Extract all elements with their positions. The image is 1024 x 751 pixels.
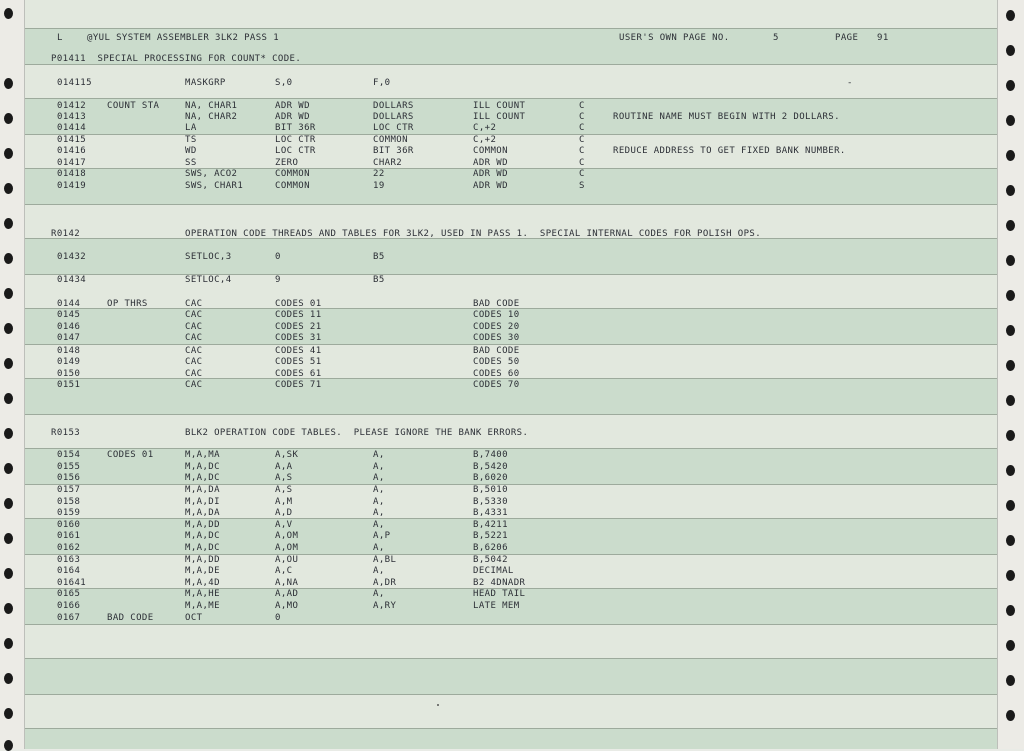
listing-line: 0146 CAC CODES 21 CODES 20 bbox=[57, 322, 520, 332]
section-title: R0142 OPERATION CODE THREADS AND TABLES FOR 3LK2, USED IN PASS 1. SPECIAL INTERNAL CODES FOR POLISH OPS. bbox=[51, 229, 762, 239]
listing-line: 0158 M,A,DI A,M A, B,5330 bbox=[57, 497, 508, 507]
sprocket-hole bbox=[1006, 115, 1015, 126]
listing-line: 0166 M,A,ME A,MO A,RY LATE MEM bbox=[57, 601, 520, 611]
sprocket-hole bbox=[4, 708, 13, 719]
listing-line: 0157 M,A,DA A,S A, B,5010 bbox=[57, 485, 508, 495]
listing-line: 0156 M,A,DC A,S A, B,6020 bbox=[57, 473, 508, 483]
listing-line: 01412 COUNT STA NA, CHAR1 ADR WD DOLLARS ILL COUNT C bbox=[57, 101, 585, 111]
sprocket-hole bbox=[1006, 80, 1015, 91]
sprocket-hole bbox=[1006, 430, 1015, 441]
listing-line: 0154 CODES 01 M,A,MA A,SK A, B,7400 bbox=[57, 450, 508, 460]
ink-speck bbox=[437, 704, 439, 706]
listing-line: 0147 CAC CODES 31 CODES 30 bbox=[57, 333, 520, 343]
listing-line: 01417 SS ZERO CHAR2 ADR WD C bbox=[57, 158, 585, 168]
sprocket-hole bbox=[4, 673, 13, 684]
tractor-feed-right bbox=[997, 0, 1024, 749]
listing-line: 0163 M,A,DD A,OU A,BL B,5042 bbox=[57, 555, 508, 565]
sprocket-hole bbox=[4, 218, 13, 229]
listing-line: 01419 SWS, CHAR1 COMMON 19 ADR WD S bbox=[57, 181, 585, 191]
listing-line: 01415 TS LOC CTR COMMON C,+2 C bbox=[57, 135, 585, 145]
section-title: R0153 BLK2 OPERATION CODE TABLES. PLEASE IGNORE THE BANK ERRORS. bbox=[51, 428, 529, 438]
sprocket-hole bbox=[1006, 395, 1015, 406]
remark: ROUTINE NAME MUST BEGIN WITH 2 DOLLARS. bbox=[613, 112, 840, 122]
sprocket-hole bbox=[1006, 500, 1015, 511]
sprocket-hole bbox=[4, 288, 13, 299]
sprocket-hole bbox=[1006, 185, 1015, 196]
greenbar-band bbox=[25, 728, 997, 749]
sprocket-hole bbox=[4, 533, 13, 544]
listing-line: 014115 MASKGRP S,0 F,0 - bbox=[57, 78, 853, 88]
listing-line: 0151 CAC CODES 71 CODES 70 bbox=[57, 380, 520, 390]
listing-line: 0165 M,A,HE A,AD A, HEAD TAIL bbox=[57, 589, 526, 599]
page-title: @YUL SYSTEM ASSEMBLER 3LK2 PASS 1 bbox=[87, 33, 280, 43]
sprocket-hole bbox=[1006, 325, 1015, 336]
listing-line: 0162 M,A,DC A,OM A, B,6206 bbox=[57, 543, 508, 553]
tractor-feed-left bbox=[0, 0, 25, 749]
user-page-number: 5 bbox=[773, 33, 779, 43]
sprocket-hole bbox=[1006, 255, 1015, 266]
page-header bbox=[25, 33, 997, 44]
sprocket-hole bbox=[1006, 150, 1015, 161]
sprocket-hole bbox=[1006, 570, 1015, 581]
sprocket-hole bbox=[4, 358, 13, 369]
sprocket-hole bbox=[4, 638, 13, 649]
sprocket-hole bbox=[4, 568, 13, 579]
listing-line: 0150 CAC CODES 61 CODES 60 bbox=[57, 369, 520, 379]
listing-line: 01432 SETLOC,3 0 B5 bbox=[57, 252, 385, 262]
sprocket-hole bbox=[4, 323, 13, 334]
listing-line: 01414 LA BIT 36R LOC CTR C,+2 C bbox=[57, 123, 585, 133]
sprocket-hole bbox=[4, 78, 13, 89]
listing-line: 0160 M,A,DD A,V A, B,4211 bbox=[57, 520, 508, 530]
page-label: PAGE bbox=[835, 33, 859, 43]
greenbar-band bbox=[25, 658, 997, 695]
header-flag: L bbox=[57, 33, 63, 43]
sprocket-hole bbox=[4, 463, 13, 474]
sprocket-hole bbox=[4, 8, 13, 19]
sprocket-hole bbox=[1006, 675, 1015, 686]
sprocket-hole bbox=[4, 183, 13, 194]
listing-line: 0148 CAC CODES 41 BAD CODE bbox=[57, 346, 520, 356]
listing-line: 01641 M,A,4D A,NA A,DR B2 4DNADR bbox=[57, 578, 526, 588]
sprocket-hole bbox=[4, 148, 13, 159]
sprocket-hole bbox=[1006, 360, 1015, 371]
sprocket-hole bbox=[4, 740, 13, 751]
listing-line: 0155 M,A,DC A,A A, B,5420 bbox=[57, 462, 508, 472]
listing-line: 01413 NA, CHAR2 ADR WD DOLLARS ILL COUNT C ROUTINE NAME MUST BEGIN WITH 2 DOLLARS. bbox=[57, 112, 840, 122]
listing-line: 0149 CAC CODES 51 CODES 50 bbox=[57, 357, 520, 367]
listing-line: 01434 SETLOC,4 9 B5 bbox=[57, 275, 385, 285]
sprocket-hole bbox=[1006, 290, 1015, 301]
sprocket-hole bbox=[1006, 220, 1015, 231]
remark: REDUCE ADDRESS TO GET FIXED BANK NUMBER. bbox=[613, 146, 846, 156]
sprocket-hole bbox=[1006, 605, 1015, 616]
sprocket-hole bbox=[1006, 10, 1015, 21]
listing-line: 0164 M,A,DE A,C A, DECIMAL bbox=[57, 566, 514, 576]
listing-line: 0145 CAC CODES 11 CODES 10 bbox=[57, 310, 520, 320]
section-title: P01411 SPECIAL PROCESSING FOR COUNT* CODE. bbox=[51, 54, 302, 64]
listing-line: 0161 M,A,DC A,OM A,P B,5221 bbox=[57, 531, 508, 541]
sprocket-hole bbox=[1006, 640, 1015, 651]
sprocket-hole bbox=[4, 113, 13, 124]
listing-line: 0167 BAD CODE OCT 0 bbox=[57, 613, 281, 623]
sprocket-hole bbox=[4, 253, 13, 264]
listing-line: 0144 OP THRS CAC CODES 01 BAD CODE bbox=[57, 299, 520, 309]
page-number: 91 bbox=[877, 33, 889, 43]
listing-sheet bbox=[25, 0, 997, 749]
listing-line: 0159 M,A,DA A,D A, B,4331 bbox=[57, 508, 508, 518]
sprocket-hole bbox=[4, 498, 13, 509]
listing-line: 01416 WD LOC CTR BIT 36R COMMON C REDUCE ADDRESS TO GET FIXED BANK NUMBER. bbox=[57, 146, 846, 156]
sprocket-hole bbox=[1006, 465, 1015, 476]
sprocket-hole bbox=[4, 428, 13, 439]
sprocket-hole bbox=[1006, 535, 1015, 546]
listing-line: 01418 SWS, ACO2 COMMON 22 ADR WD C bbox=[57, 169, 585, 179]
sprocket-hole bbox=[1006, 710, 1015, 721]
user-page-label: USER'S OWN PAGE NO. bbox=[619, 33, 730, 43]
sprocket-hole bbox=[1006, 45, 1015, 56]
sprocket-hole bbox=[4, 393, 13, 404]
sprocket-hole bbox=[4, 603, 13, 614]
